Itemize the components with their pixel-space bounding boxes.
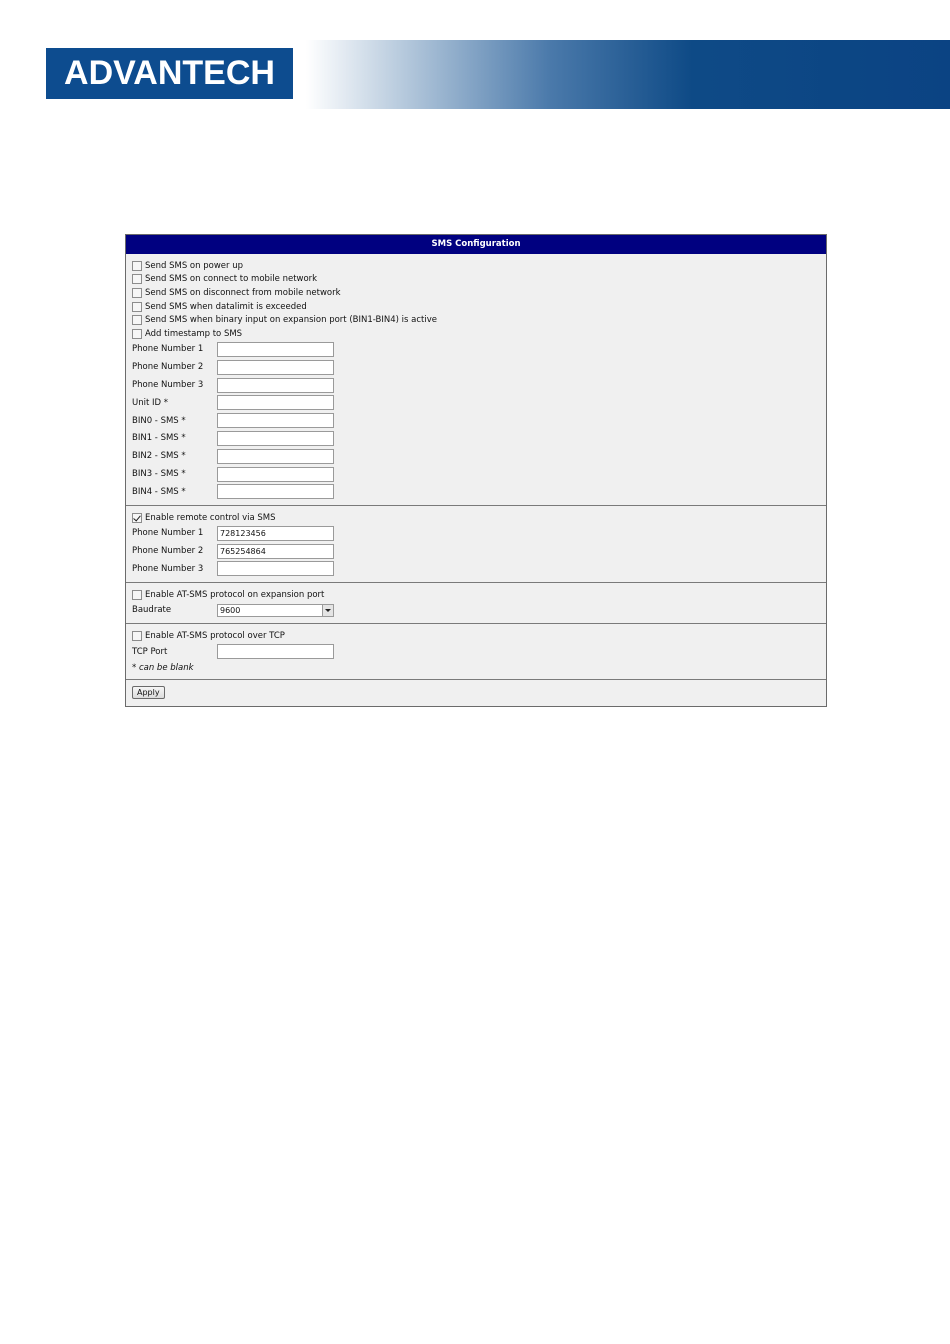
checkbox-row-datalimit[interactable] xyxy=(132,300,820,314)
checkbox-timestamp[interactable] xyxy=(132,329,142,339)
checkbox-label: Send SMS when binary input on expansion port (BIN1-BIN4) is active xyxy=(145,315,437,326)
checkbox-binary-input[interactable] xyxy=(132,315,142,325)
checkbox-label: Add timestamp to SMS xyxy=(145,328,243,339)
baudrate-select[interactable] xyxy=(217,604,334,617)
field-row-phone-1 xyxy=(132,341,820,359)
checkbox-row-connect[interactable] xyxy=(132,273,820,287)
field-label: Phone Number 3 xyxy=(132,380,204,391)
field-label: BIN0 - SMS * xyxy=(132,415,186,426)
field-row-phone-3 xyxy=(132,376,820,394)
field-label: Baudrate xyxy=(132,605,172,616)
bin1-sms-input[interactable] xyxy=(217,431,334,446)
field-row-baudrate xyxy=(132,601,820,619)
checkbox-label: Enable AT-SMS protocol over TCP xyxy=(145,630,285,641)
bin4-sms-input[interactable] xyxy=(217,484,334,499)
field-label: BIN4 - SMS * xyxy=(132,486,186,497)
field-row-remote-phone-2 xyxy=(132,542,820,560)
remote-phone-number-1-input[interactable]: 728123456 xyxy=(217,526,334,541)
checkbox-row-power-up[interactable] xyxy=(132,259,820,273)
bin0-sms-input[interactable] xyxy=(217,413,334,428)
blank-note: * can be blank xyxy=(132,662,194,673)
phone-number-3-input[interactable] xyxy=(217,378,334,393)
sms-configuration-panel xyxy=(125,234,827,707)
apply-button[interactable]: Apply xyxy=(132,686,165,699)
checkbox-row-remote-control[interactable] xyxy=(132,511,820,525)
bin2-sms-input[interactable] xyxy=(217,449,334,464)
field-row-remote-phone-1 xyxy=(132,524,820,542)
brand-logo xyxy=(46,48,293,99)
checkbox-label: Send SMS on disconnect from mobile network xyxy=(145,287,341,298)
phone-number-1-input[interactable] xyxy=(217,342,334,357)
tcp-port-input[interactable] xyxy=(217,644,334,659)
apply-section xyxy=(126,679,826,705)
field-label: Phone Number 1 xyxy=(132,344,204,355)
checkbox-row-disconnect[interactable] xyxy=(132,286,820,300)
remote-control-section xyxy=(126,505,826,582)
remote-phone-number-2-input[interactable]: 765254864 xyxy=(217,544,334,559)
checkbox-label: Enable AT-SMS protocol on expansion port xyxy=(145,589,325,600)
unit-id-input[interactable] xyxy=(217,395,334,410)
checkbox-label: Send SMS on power up xyxy=(145,260,243,271)
checkbox-remote-control[interactable] xyxy=(132,513,142,523)
field-row-bin3 xyxy=(132,465,820,483)
field-row-bin0 xyxy=(132,412,820,430)
field-row-bin2 xyxy=(132,447,820,465)
field-label: TCP Port xyxy=(132,646,168,657)
field-row-phone-2 xyxy=(132,358,820,376)
checkbox-label: Send SMS on connect to mobile network xyxy=(145,274,318,285)
chevron-down-icon[interactable] xyxy=(322,605,333,616)
field-label: BIN3 - SMS * xyxy=(132,469,186,480)
checkbox-datalimit[interactable] xyxy=(132,302,142,312)
field-row-unit-id xyxy=(132,394,820,412)
panel-title: SMS Configuration xyxy=(126,235,826,254)
field-row-bin4 xyxy=(132,483,820,501)
field-label: BIN2 - SMS * xyxy=(132,451,186,462)
field-label: BIN1 - SMS * xyxy=(132,433,186,444)
baudrate-value: 9600 xyxy=(220,605,241,615)
send-sms-section xyxy=(126,254,826,505)
checkbox-disconnect[interactable] xyxy=(132,288,142,298)
header-banner xyxy=(306,40,950,109)
checkbox-row-timestamp[interactable] xyxy=(132,327,820,341)
field-label: Unit ID * xyxy=(132,397,169,408)
phone-number-2-input[interactable] xyxy=(217,360,334,375)
at-sms-tcp-section xyxy=(126,623,826,678)
checkbox-row-at-sms-expansion[interactable] xyxy=(132,588,820,602)
remote-phone-number-3-input[interactable] xyxy=(217,561,334,576)
field-label: Phone Number 1 xyxy=(132,528,204,539)
bin3-sms-input[interactable] xyxy=(217,467,334,482)
field-row-remote-phone-3 xyxy=(132,560,820,578)
field-label: Phone Number 2 xyxy=(132,362,204,373)
checkbox-label: Enable remote control via SMS xyxy=(145,512,276,523)
checkbox-at-sms-expansion[interactable] xyxy=(132,590,142,600)
field-row-tcp-port xyxy=(132,643,820,661)
brand-logo-text: ADVANTECH xyxy=(64,54,275,92)
at-sms-expansion-section xyxy=(126,582,826,623)
field-row-bin1 xyxy=(132,430,820,448)
checkbox-at-sms-tcp[interactable] xyxy=(132,631,142,641)
field-label: Phone Number 3 xyxy=(132,563,204,574)
checkbox-row-binary-input[interactable] xyxy=(132,313,820,327)
checkbox-label: Send SMS when datalimit is exceeded xyxy=(145,301,307,312)
field-label: Phone Number 2 xyxy=(132,546,204,557)
checkbox-row-at-sms-tcp[interactable] xyxy=(132,629,820,643)
checkbox-connect[interactable] xyxy=(132,274,142,284)
checkbox-power-up[interactable] xyxy=(132,261,142,271)
